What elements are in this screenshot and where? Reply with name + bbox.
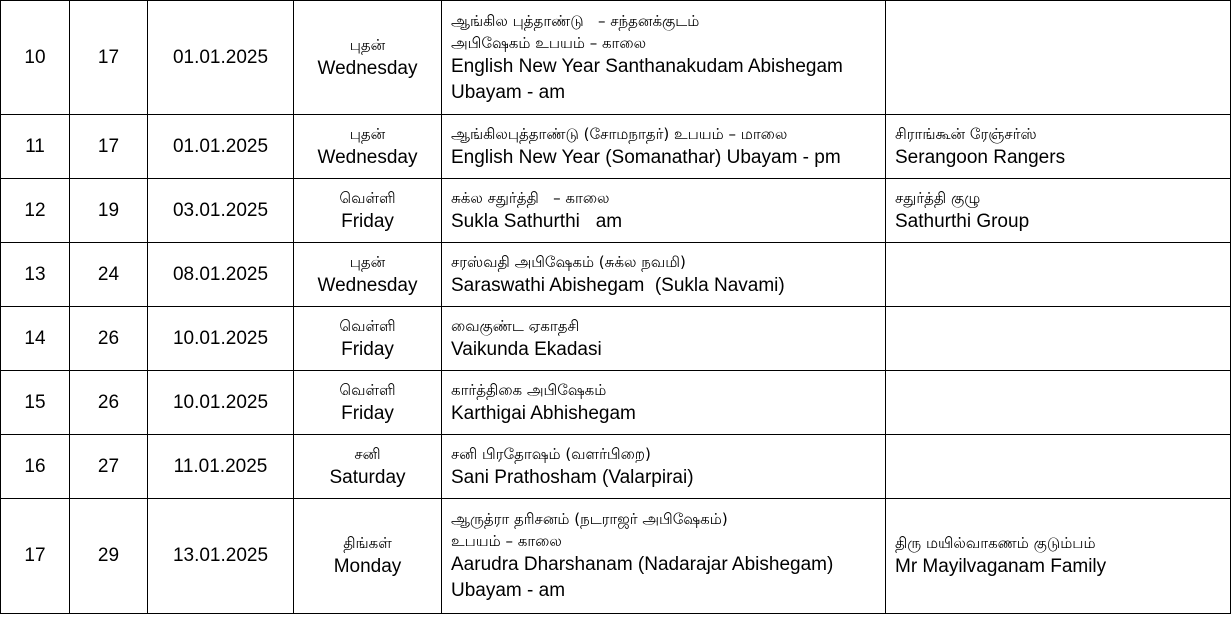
weekday-english: Monday xyxy=(333,556,402,577)
day-of-month-cell: 24 xyxy=(70,243,148,307)
table-row xyxy=(1,499,1231,614)
sponsor-cell xyxy=(886,243,1231,307)
weekday-english: Wednesday xyxy=(317,57,418,79)
day-of-month-cell: 27 xyxy=(70,435,148,499)
event-cell xyxy=(442,307,886,371)
date-cell: 10.01.2025 xyxy=(148,371,294,435)
row-number-cell: 17 xyxy=(1,499,70,614)
table-row xyxy=(1,179,1231,243)
event-tamil-line: ஆங்கிலபுத்தாண்டு (சோமநாதர்) உபயம் – மாலை xyxy=(451,124,788,143)
weekday-english: Saturday xyxy=(329,466,406,488)
sponsor-cell xyxy=(886,179,1231,243)
event-cell xyxy=(442,115,886,179)
event-english-line: English New Year (Somanathar) Ubayam - pm xyxy=(451,146,841,168)
weekday-english: Friday xyxy=(341,338,394,360)
sponsor-cell xyxy=(886,371,1231,435)
weekday-tamil: வெள்ளி xyxy=(339,188,396,207)
table-row xyxy=(1,371,1231,435)
event-english-line: Karthigai Abhishegam xyxy=(451,402,636,424)
table-row xyxy=(1,1,1231,115)
event-english-line: Vaikunda Ekadasi xyxy=(451,338,602,360)
event-english-line: Ubayam - am xyxy=(451,81,566,103)
event-cell xyxy=(442,1,886,115)
event-cell xyxy=(442,435,886,499)
event-english-line: Ubayam - am xyxy=(451,580,566,601)
weekday-cell xyxy=(294,115,442,179)
row-number-cell: 16 xyxy=(1,435,70,499)
event-tamil-line: ஆருத்ரா தரிசனம் (நடராஜர் அபிஷேகம்) xyxy=(451,510,728,528)
sponsor-english: Mr Mayilvaganam Family xyxy=(895,556,1107,577)
date-cell: 03.01.2025 xyxy=(148,179,294,243)
weekday-tamil: புதன் xyxy=(349,124,386,143)
weekday-tamil: வெள்ளி xyxy=(339,380,396,399)
sponsor-cell xyxy=(886,435,1231,499)
weekday-cell xyxy=(294,1,442,115)
row-number-cell: 14 xyxy=(1,307,70,371)
weekday-cell xyxy=(294,243,442,307)
event-cell xyxy=(442,179,886,243)
table-row xyxy=(1,115,1231,179)
sponsor-english: Serangoon Rangers xyxy=(895,146,1066,168)
weekday-tamil: திங்கள் xyxy=(343,534,392,552)
sponsor-cell xyxy=(886,115,1231,179)
date-cell: 10.01.2025 xyxy=(148,307,294,371)
event-tamil-line: கார்த்திகை அபிஷேகம் xyxy=(451,380,607,399)
day-of-month-cell: 19 xyxy=(70,179,148,243)
event-english-line: Sukla Sathurthi am xyxy=(451,210,623,232)
table-row xyxy=(1,435,1231,499)
day-of-month-cell: 17 xyxy=(70,115,148,179)
sponsor-cell xyxy=(886,1,1231,115)
event-tamil-line: சனி பிரதோஷம் (வளர்பிறை) xyxy=(451,444,651,463)
row-number-cell: 11 xyxy=(1,115,70,179)
event-tamil-line: சுக்ல சதுர்த்தி – காலை xyxy=(451,188,610,207)
event-tamil-line: உபயம் – காலை xyxy=(451,532,562,550)
sponsor-cell xyxy=(886,307,1231,371)
event-tamil-line: அபிஷேகம் உபயம் – காலை xyxy=(451,33,647,52)
event-cell xyxy=(442,371,886,435)
event-english-line: Aarudra Dharshanam (Nadarajar Abishegam) xyxy=(451,554,834,575)
row-number-cell: 10 xyxy=(1,1,70,115)
date-cell: 01.01.2025 xyxy=(148,115,294,179)
weekday-tamil: சனி xyxy=(354,444,381,463)
event-english-line: English New Year Santhanakudam Abishegam xyxy=(451,55,843,77)
date-cell: 11.01.2025 xyxy=(148,435,294,499)
weekday-english: Friday xyxy=(341,210,394,232)
event-cell xyxy=(442,499,886,614)
weekday-cell xyxy=(294,499,442,614)
row-number-cell: 13 xyxy=(1,243,70,307)
weekday-cell xyxy=(294,179,442,243)
sponsor-english: Sathurthi Group xyxy=(895,210,1030,232)
event-tamil-line: வைகுண்ட ஏகாதசி xyxy=(451,316,580,335)
weekday-cell xyxy=(294,435,442,499)
day-of-month-cell: 26 xyxy=(70,307,148,371)
weekday-cell xyxy=(294,371,442,435)
date-cell: 13.01.2025 xyxy=(148,499,294,614)
schedule-body xyxy=(1,1,1231,614)
day-of-month-cell: 29 xyxy=(70,499,148,614)
table-row xyxy=(1,307,1231,371)
weekday-english: Wednesday xyxy=(317,146,418,168)
weekday-tamil: புதன் xyxy=(349,35,386,54)
row-number-cell: 15 xyxy=(1,371,70,435)
weekday-tamil: வெள்ளி xyxy=(339,316,396,335)
weekday-english: Wednesday xyxy=(317,274,418,296)
event-tamil-line: சரஸ்வதி அபிஷேகம் (சுக்ல நவமி) xyxy=(451,252,686,271)
event-cell xyxy=(442,243,886,307)
weekday-tamil: புதன் xyxy=(349,252,386,271)
event-english-line: Saraswathi Abishegam (Sukla Navami) xyxy=(451,274,785,296)
weekday-cell xyxy=(294,307,442,371)
table-row xyxy=(1,243,1231,307)
event-tamil-line: ஆங்கில புத்தாண்டு – சந்தனக்குடம் xyxy=(451,11,700,30)
sponsor-cell xyxy=(886,499,1231,614)
event-english-line: Sani Prathosham (Valarpirai) xyxy=(451,466,694,488)
sponsor-tamil: சிராங்கூன் ரேஞ்சர்ஸ் xyxy=(895,124,1037,143)
day-of-month-cell: 17 xyxy=(70,1,148,115)
sponsor-tamil: திரு மயில்வாகணம் குடும்பம் xyxy=(895,534,1096,552)
weekday-english: Friday xyxy=(341,402,394,424)
sponsor-tamil: சதுர்த்தி குழு xyxy=(895,188,981,207)
date-cell: 08.01.2025 xyxy=(148,243,294,307)
day-of-month-cell: 26 xyxy=(70,371,148,435)
date-cell: 01.01.2025 xyxy=(148,1,294,115)
row-number-cell: 12 xyxy=(1,179,70,243)
